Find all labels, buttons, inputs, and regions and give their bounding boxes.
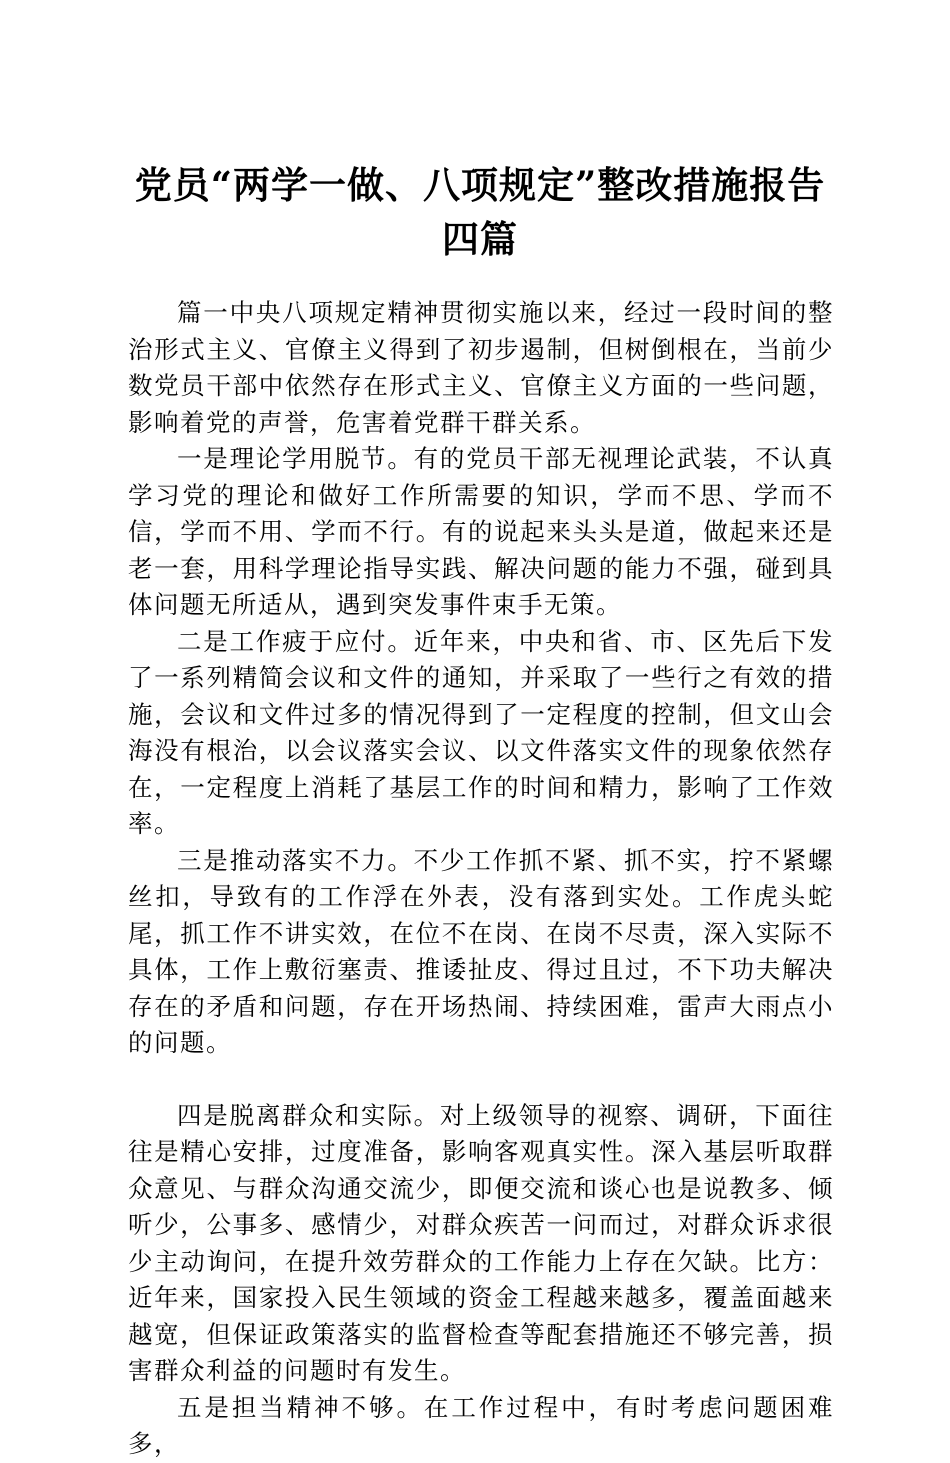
paragraph-intro: 篇一中央八项规定精神贯彻实施以来，经过一段时间的整治形式主义、官僚主义得到了初步遏制，但树倒根在，当前少数党员干部中依然存在形式主义、官僚主义方面的一些问题，影响着党的声誉，危害着党群干群关系。 [128, 298, 834, 437]
paragraph-point-1: 一是理论学用脱节。有的党员干部无视理论武装，不认真学习党的理论和做好工作所需要的知识，学而不思、学而不信，学而不用、学而不行。有的说起来头头是道，做起来还是老一套，用科学理论指导实践、解决问题的能力不强，碰到具体问题无所适从，遇到突发事件束手无策。 [128, 444, 834, 619]
document-title: 党员“两学一做、八项规定”整改措施报告四篇 [134, 163, 826, 261]
paragraph-spacer [128, 1062, 834, 1098]
paragraph-point-2: 二是工作疲于应付。近年来，中央和省、市、区先后下发了一系列精简会议和文件的通知，并采取了一些行之有效的措施，会议和文件过多的情况得到了一定程度的控制，但文山会海没有根治，以会议落实会议、以文件落实文件的现象依然存在，一定程度上消耗了基层工作的时间和精力，影响了工作效率。 [128, 626, 834, 838]
document-body [128, 295, 834, 1463]
paragraph-point-5: 五是担当精神不够。在工作过程中，有时考虑问题困难多， [128, 1392, 834, 1458]
paragraph-point-4: 四是脱离群众和实际。对上级领导的视察、调研，下面往往是精心安排，过度准备，影响客观真实性。深入基层听取群众意见、与群众沟通交流少，即便交流和谈心也是说教多、倾听少，公事多、感情少，对群众疾苦一问而过，对群众诉求很少主动询问，在提升效劳群众的工作能力上存在欠缺。比方：近年来，国家投入民生领域的资金工程越来越多，覆盖面越来越宽，但保证政策落实的监督检查等配套措施还不够完善，损害群众利益的问题时有发生。 [128, 1100, 834, 1385]
paragraph-point-3: 三是推动落实不力。不少工作抓不紧、抓不实，拧不紧螺丝扣，导致有的工作浮在外表，没有落到实处。工作虎头蛇尾，抓工作不讲实效，在位不在岗、在岗不尽责，深入实际不具体，工作上敷衍塞责、推诿扯皮、得过且过，不下功夫解决存在的矛盾和问题，存在开场热闹、持续困难，雷声大雨点小的问题。 [128, 845, 834, 1057]
